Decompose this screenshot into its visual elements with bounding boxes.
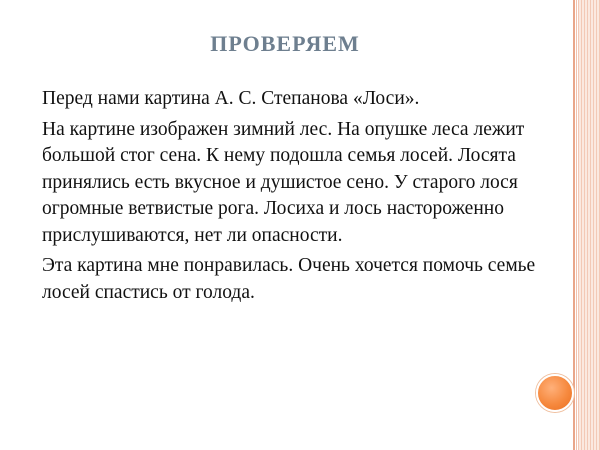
decorative-stripe-band bbox=[578, 0, 600, 450]
slide-title: ПРОВЕРЯЕМ bbox=[210, 31, 360, 56]
paragraph-opinion: Эта картина мне понравилась. Очень хочется помочь семье лосей спастись от голода. bbox=[42, 255, 536, 303]
paragraph-intro: Перед нами картина А. С. Степанова «Лоси». bbox=[42, 88, 420, 109]
decorative-stripe-line bbox=[573, 0, 575, 450]
orange-circle-icon bbox=[536, 374, 574, 412]
paragraph-description: На картине изображен зимний лес. На опушке леса лежит большой стог сена. К нему подошла семья лосей. Лосята принялись есть вкусное и душистое сено. У старого лося огромные ветвистые рога. Лосиха и лось настороженно прислушиваются, нет ли опасности. bbox=[42, 118, 525, 246]
decorative-stripe-line-inner bbox=[576, 0, 577, 450]
slide-body bbox=[42, 86, 567, 310]
